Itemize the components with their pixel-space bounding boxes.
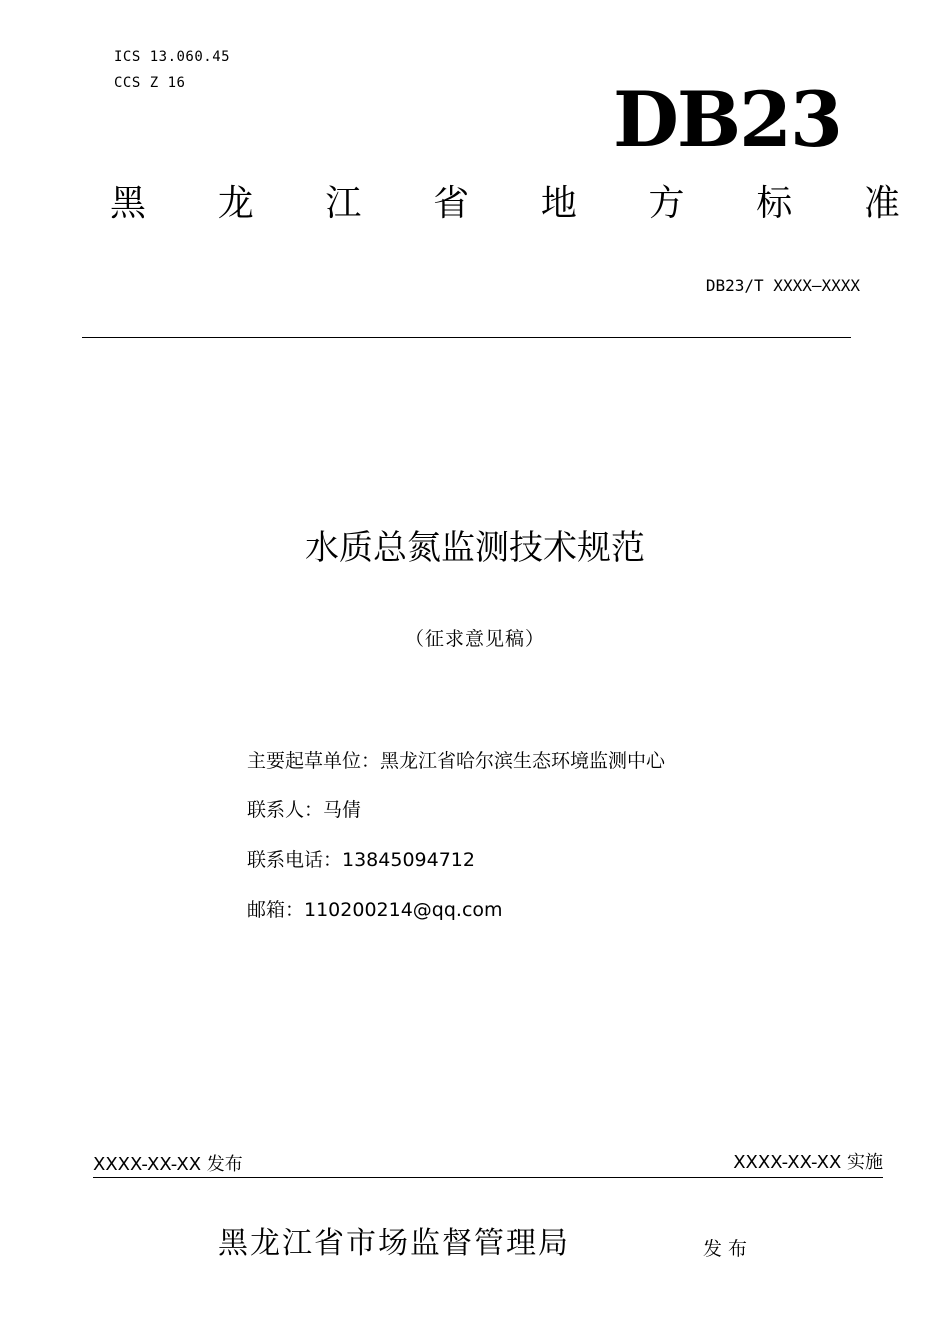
contact-email: 邮箱：110200214@qq.com <box>247 899 503 921</box>
standard-title-char: 方 <box>648 183 685 224</box>
standard-title-char: 准 <box>863 183 900 224</box>
drafting-unit: 主要起草单位：黑龙江省哈尔滨生态环境监测中心 <box>247 750 666 772</box>
standard-title-char: 江 <box>325 183 362 224</box>
ics-code: ICS 13.060.45 <box>114 49 231 65</box>
contact-person: 联系人：马倩 <box>247 799 362 821</box>
document-subtitle: （征求意见稿） <box>404 628 545 650</box>
standard-category-title <box>110 183 900 224</box>
standard-title-char: 标 <box>756 183 793 224</box>
contact-phone: 联系电话：13845094712 <box>247 849 475 871</box>
standard-title-char: 龙 <box>217 183 254 224</box>
ccs-code: CCS Z 16 <box>114 75 186 91</box>
db23-logo: DB23 <box>613 75 841 164</box>
standard-title-char: 黑 <box>110 183 147 224</box>
implementation-date: XXXX-XX-XX 实施 <box>733 1152 883 1173</box>
issue-date: XXXX-XX-XX 发布 <box>93 1154 243 1175</box>
footer-divider <box>93 1177 883 1178</box>
publisher-name: 黑龙江省市场监督管理局 <box>218 1226 570 1261</box>
standard-title-char: 省 <box>433 183 470 224</box>
publisher-suffix: 发布 <box>703 1238 754 1260</box>
standard-number: DB23/T XXXX—XXXX <box>705 276 860 295</box>
document-title: 水质总氮监测技术规范 <box>305 528 645 568</box>
standard-title-char: 地 <box>540 183 577 224</box>
header-divider <box>82 337 851 338</box>
